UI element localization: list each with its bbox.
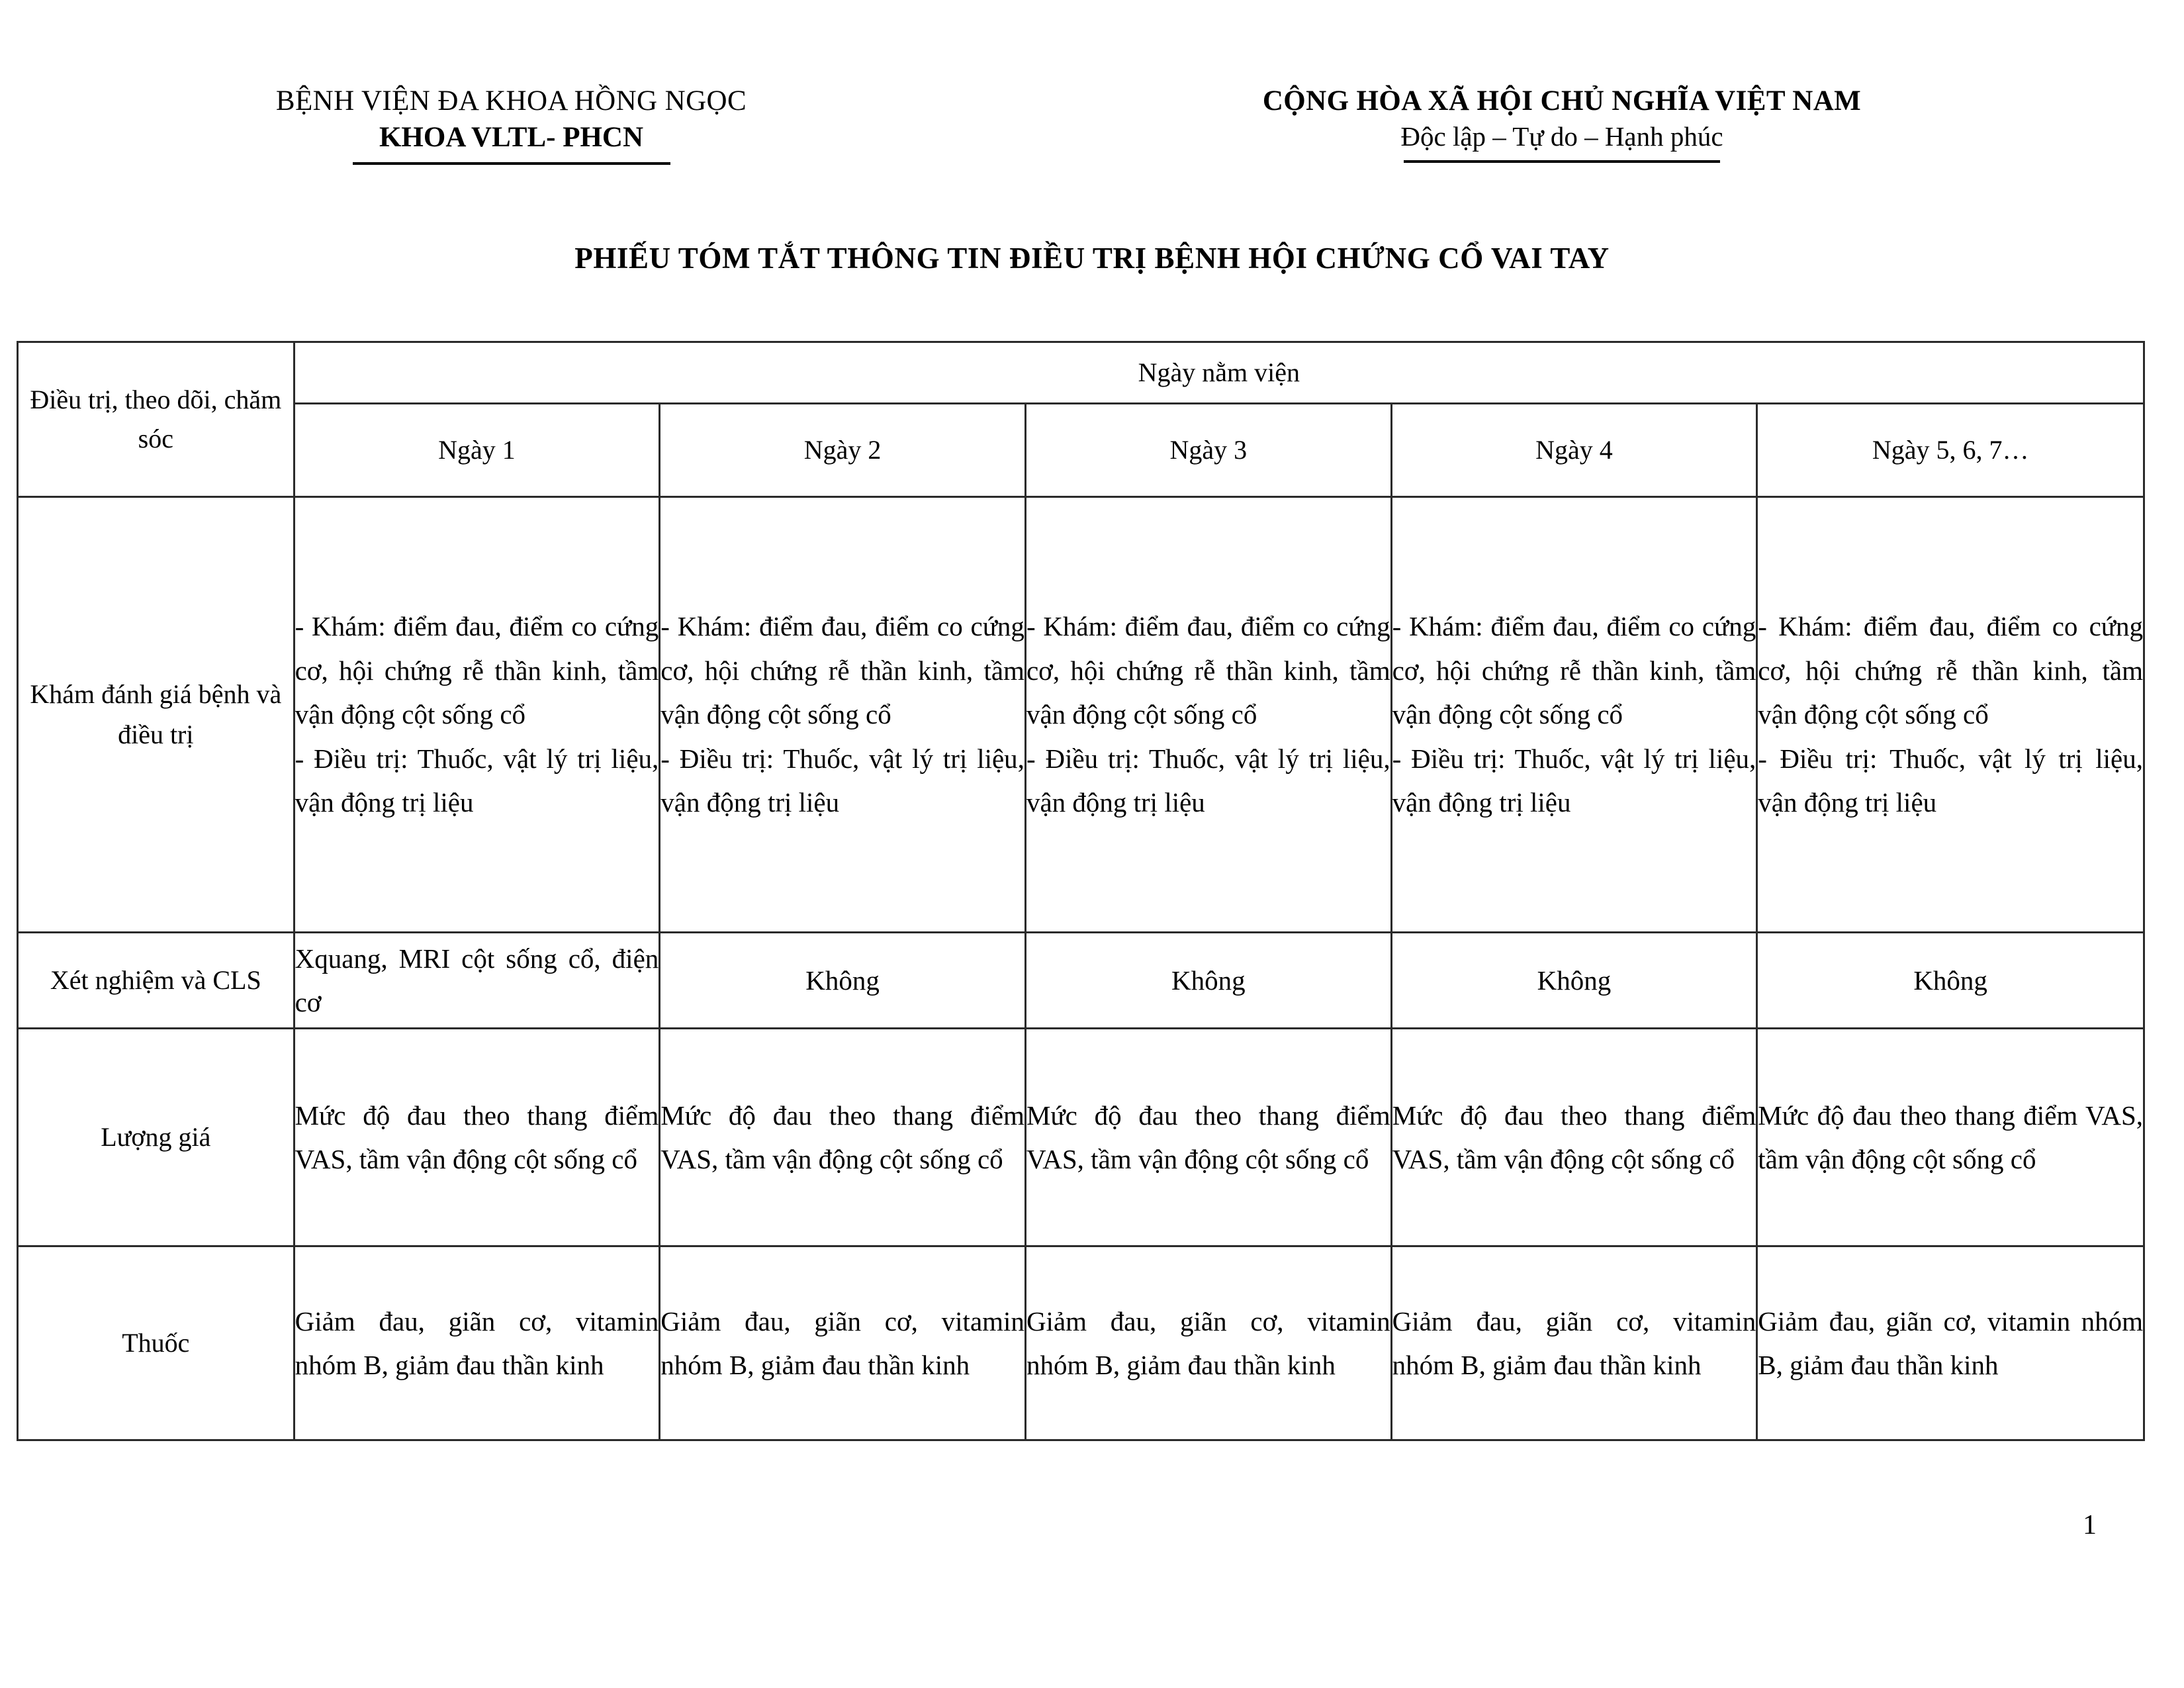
table-header — [18, 342, 2144, 497]
cell-line: Giảm đau, giãn cơ, vitamin nhóm B, giảm đau thần kinh — [1758, 1305, 2143, 1380]
cell-line: Mức độ đau theo thang điểm VAS, tầm vận động cột sống cổ — [1392, 1100, 1756, 1174]
cell-line: - Điều trị: Thuốc, vật lý trị liệu, vận động trị liệu — [660, 743, 1024, 818]
cell-line: Giảm đau, giãn cơ, vitamin nhóm B, giảm đau thần kinh — [1392, 1305, 1756, 1380]
national-heading — [1155, 85, 1969, 163]
cell-line: - Khám: điểm đau, điểm co cứng cơ, hội chứng rễ thần kinh, tầm vận động cột sống cổ — [660, 611, 1024, 730]
cell-line: - Điều trị: Thuốc, vật lý trị liệu, vận động trị liệu — [1392, 743, 1756, 818]
table-header-row-group — [18, 342, 2144, 404]
table-row-tests — [18, 933, 2144, 1029]
header-group-hospital-days: Ngày nằm viện — [294, 342, 2144, 404]
cell-exam-day5 — [1757, 497, 2144, 933]
department-name: KHOA VLTL- PHCN — [379, 121, 644, 153]
cell-line: Mức độ đau theo thang điểm VAS, tầm vận động cột sống cổ — [660, 1100, 1024, 1174]
cell-line: - Điều trị: Thuốc, vật lý trị liệu, vận động trị liệu — [1758, 743, 2143, 818]
header-day-2: Ngày 2 — [660, 404, 1026, 497]
row-label-exam-evaluation: Khám đánh giá bệnh và điều trị — [18, 497, 295, 933]
cell-assessment-day1 — [294, 1029, 660, 1246]
table-row-assessment — [18, 1029, 2144, 1246]
cell-medication-day5 — [1757, 1246, 2144, 1440]
national-heading-rule — [1404, 160, 1720, 163]
cell-line: Không — [805, 964, 880, 996]
treatment-summary-table — [17, 341, 2145, 1441]
cell-line: - Khám: điểm đau, điểm co cứng cơ, hội chứng rễ thần kinh, tầm vận động cột sống cổ — [1026, 611, 1390, 730]
cell-assessment-day5 — [1757, 1029, 2144, 1246]
cell-line: Không — [1171, 964, 1246, 996]
cell-line: Không — [1537, 964, 1612, 996]
cell-medication-day3 — [1025, 1246, 1391, 1440]
row-label-medication: Thuốc — [18, 1246, 295, 1440]
cell-line: Giảm đau, giãn cơ, vitamin nhóm B, giảm đau thần kinh — [660, 1305, 1024, 1380]
cell-line: Mức độ đau theo thang điểm VAS, tầm vận động cột sống cổ — [295, 1100, 659, 1174]
header-corner-label: Điều trị, theo dõi, chăm sóc — [18, 342, 295, 497]
cell-medication-day1 — [294, 1246, 660, 1440]
country-name: CỘNG HÒA XÃ HỘI CHỦ NGHĨA VIỆT NAM — [1262, 85, 1862, 117]
masthead — [0, 85, 2184, 201]
header-day-3: Ngày 3 — [1025, 404, 1391, 497]
treatment-summary-table-wrapper — [17, 341, 2145, 1441]
header-day-4: Ngày 4 — [1391, 404, 1757, 497]
cell-exam-day1 — [294, 497, 660, 933]
cell-tests-day4 — [1391, 933, 1757, 1029]
row-label-tests: Xét nghiệm và CLS — [18, 933, 295, 1029]
page-number: 1 — [2083, 1510, 2097, 1540]
cell-tests-day1 — [294, 933, 660, 1029]
national-motto: Độc lập – Tự do – Hạnh phúc — [1400, 120, 1723, 152]
cell-line: Mức độ đau theo thang điểm VAS, tầm vận động cột sống cổ — [1026, 1100, 1390, 1174]
table-body — [18, 497, 2144, 1440]
hospital-heading-rule — [353, 162, 670, 165]
cell-medication-day2 — [660, 1246, 1026, 1440]
cell-assessment-day2 — [660, 1029, 1026, 1246]
cell-assessment-day3 — [1025, 1029, 1391, 1246]
header-day-5-6-7: Ngày 5, 6, 7… — [1757, 404, 2144, 497]
hospital-name: BỆNH VIỆN ĐA KHOA HỒNG NGỌC — [275, 85, 747, 117]
cell-exam-day2 — [660, 497, 1026, 933]
table-row-exam-evaluation — [18, 497, 2144, 933]
cell-line: Xquang, MRI cột sống cổ, điện cơ — [295, 943, 659, 1017]
cell-line: Giảm đau, giãn cơ, vitamin nhóm B, giảm đau thần kinh — [295, 1305, 659, 1380]
cell-tests-day2 — [660, 933, 1026, 1029]
table-row-medication — [18, 1246, 2144, 1440]
cell-line: Mức độ đau theo thang điểm VAS, tầm vận động cột sống cổ — [1758, 1100, 2143, 1174]
cell-tests-day5 — [1757, 933, 2144, 1029]
cell-line: - Điều trị: Thuốc, vật lý trị liệu, vận động trị liệu — [295, 743, 659, 818]
cell-exam-day4 — [1391, 497, 1757, 933]
cell-line: - Điều trị: Thuốc, vật lý trị liệu, vận động trị liệu — [1026, 743, 1390, 818]
page-title: PHIẾU TÓM TẮT THÔNG TIN ĐIỀU TRỊ BỆNH HỘI CHỨNG CỔ VAI TAY — [574, 242, 1610, 275]
row-label-assessment: Lượng giá — [18, 1029, 295, 1246]
cell-line: - Khám: điểm đau, điểm co cứng cơ, hội chứng rễ thần kinh, tầm vận động cột sống cổ — [1392, 611, 1756, 730]
table-header-row-days — [18, 404, 2144, 497]
cell-line: - Khám: điểm đau, điểm co cứng cơ, hội chứng rễ thần kinh, tầm vận động cột sống cổ — [1758, 611, 2143, 730]
cell-line: - Khám: điểm đau, điểm co cứng cơ, hội chứng rễ thần kinh, tầm vận động cột sống cổ — [295, 611, 659, 730]
cell-tests-day3 — [1025, 933, 1391, 1029]
hospital-heading — [142, 85, 880, 165]
cell-medication-day4 — [1391, 1246, 1757, 1440]
cell-exam-day3 — [1025, 497, 1391, 933]
cell-line: Giảm đau, giãn cơ, vitamin nhóm B, giảm đau thần kinh — [1026, 1305, 1390, 1380]
header-day-1: Ngày 1 — [294, 404, 660, 497]
cell-assessment-day4 — [1391, 1029, 1757, 1246]
cell-line: Không — [1913, 964, 1987, 996]
